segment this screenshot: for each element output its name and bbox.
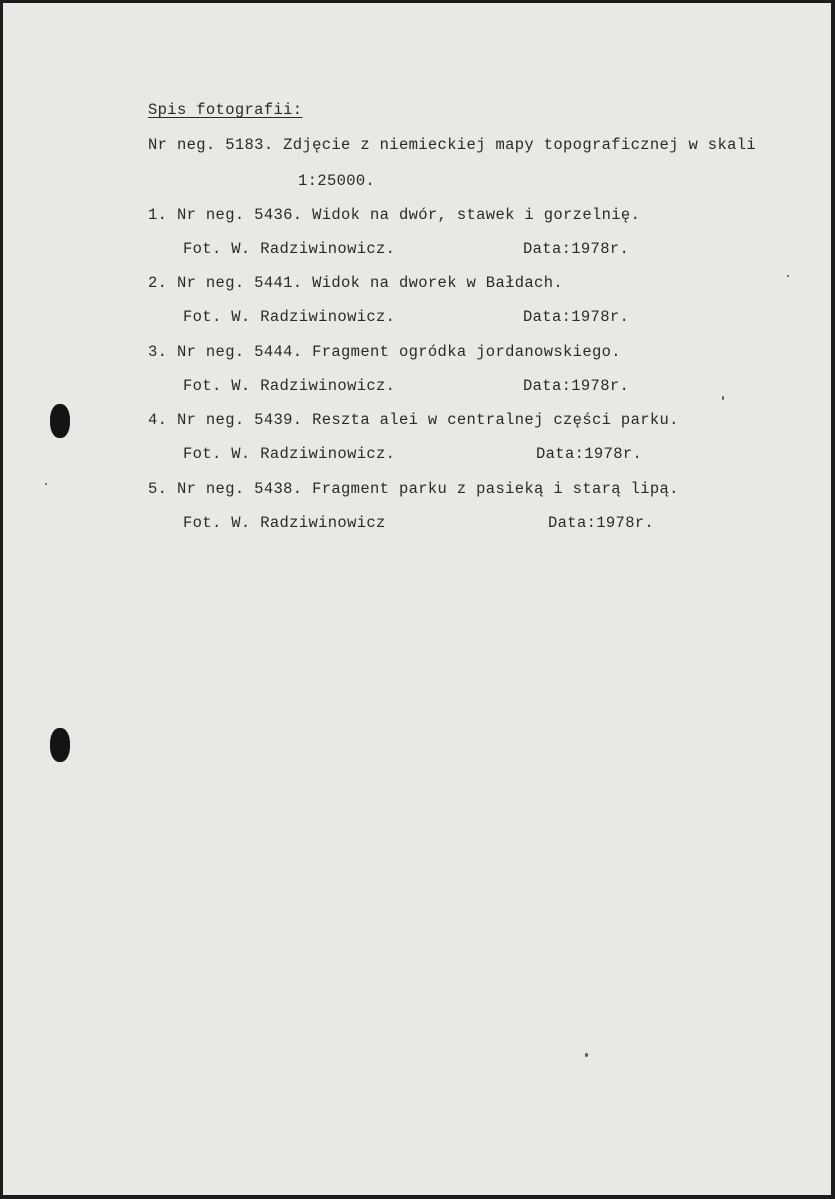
paper-speck — [787, 275, 789, 277]
entry-author: Fot. W. Radziwinowicz — [183, 514, 386, 532]
entry-author: Fot. W. Radziwinowicz. — [183, 377, 396, 395]
entry-date: Data:1978r. — [523, 240, 630, 258]
punch-hole — [50, 728, 70, 762]
paper-speck — [722, 396, 724, 400]
entry-author: Fot. W. Radziwinowicz. — [183, 308, 396, 326]
entry-date: Data:1978r. — [536, 445, 643, 463]
entry-author: Fot. W. Radziwinowicz. — [183, 240, 396, 258]
paper-speck — [585, 1053, 588, 1057]
document-page — [3, 3, 831, 1195]
entry-date: Data:1978r. — [548, 514, 655, 532]
paper-speck — [45, 483, 47, 485]
entry-caption: 3. Nr neg. 5444. Fragment ogródka jordanowskiego. — [148, 343, 621, 361]
intro-line-2: 1:25000. — [298, 172, 376, 190]
entry-caption: 1. Nr neg. 5436. Widok na dwór, stawek i gorzelnię. — [148, 206, 641, 224]
entry-caption: 5. Nr neg. 5438. Fragment parku z pasieką i starą lipą. — [148, 480, 679, 498]
intro-line-1: Nr neg. 5183. Zdjęcie z niemieckiej mapy topograficznej w skali — [148, 136, 757, 154]
entry-caption: 2. Nr neg. 5441. Widok na dworek w Bałdach. — [148, 274, 564, 292]
punch-hole — [50, 404, 70, 438]
entry-caption: 4. Nr neg. 5439. Reszta alei w centralnej części parku. — [148, 411, 679, 429]
entry-date: Data:1978r. — [523, 377, 630, 395]
entry-author: Fot. W. Radziwinowicz. — [183, 445, 396, 463]
document-title: Spis fotografii: — [148, 101, 303, 119]
entry-date: Data:1978r. — [523, 308, 630, 326]
